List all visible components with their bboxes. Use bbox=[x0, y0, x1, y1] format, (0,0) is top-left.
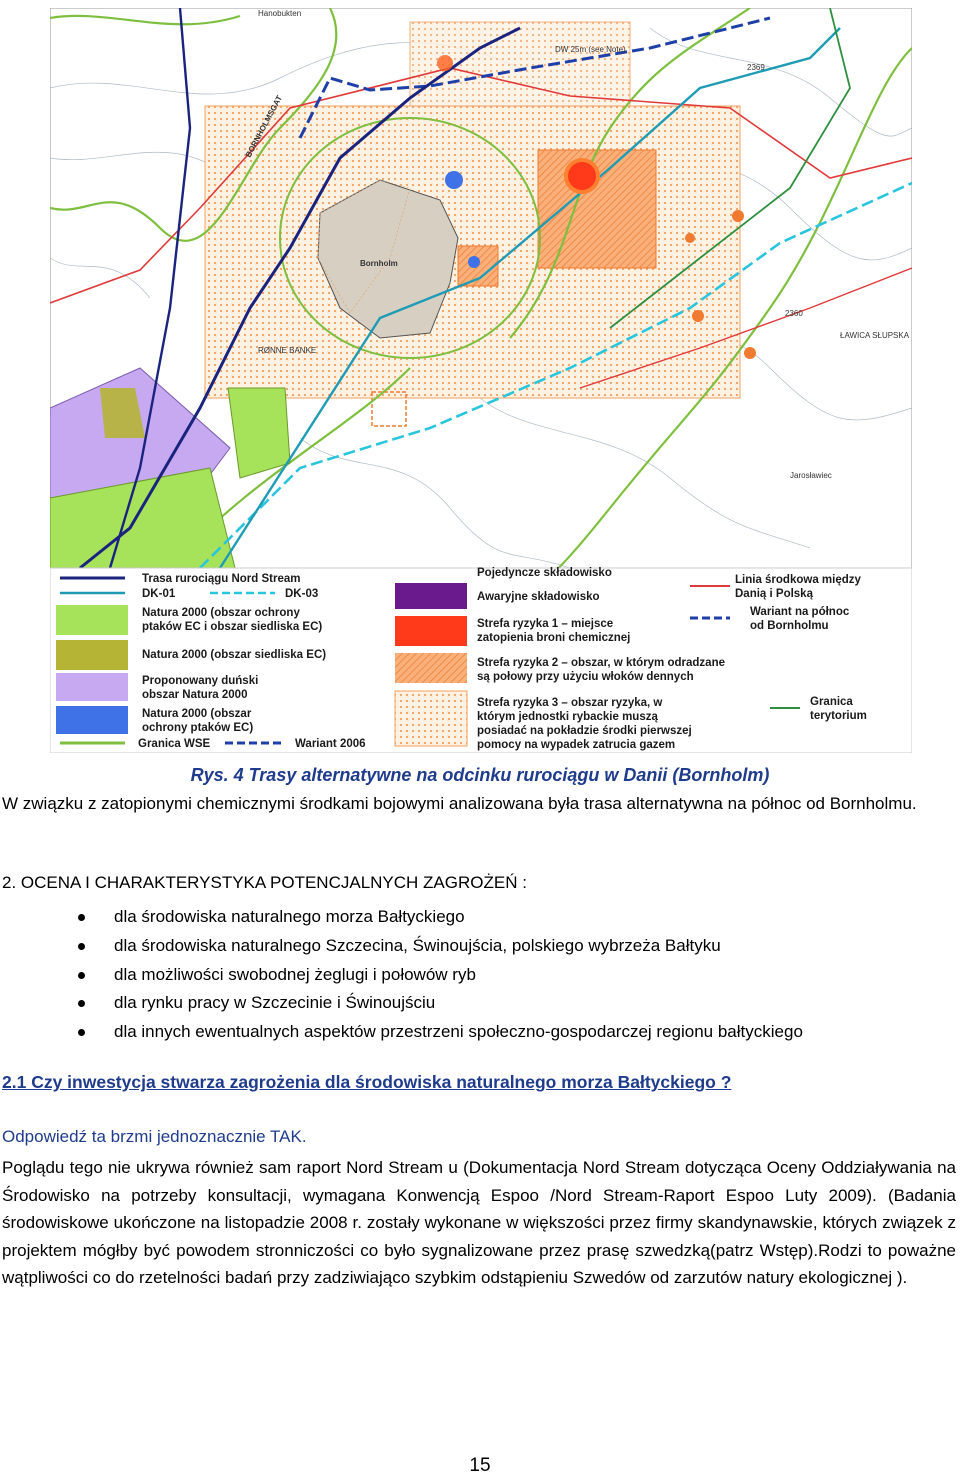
legend-wse-label: Granica WSE bbox=[138, 738, 211, 750]
page-number: 15 bbox=[469, 1455, 491, 1476]
list-item: dla środowiska naturalnego morza Bałtyckiego bbox=[78, 903, 803, 932]
section-number: 2. bbox=[2, 873, 17, 892]
single-dump-6 bbox=[744, 347, 756, 359]
emergency-dump bbox=[445, 171, 463, 189]
subsection-heading: 2.1 Czy inwestycja stwarza zagrożenia dla środowiska naturalnego morza Bałtyckiego ? bbox=[2, 1072, 732, 1092]
depth-label-2: 2360 bbox=[785, 309, 803, 318]
legend-wariant2006-label: Wariant 2006 bbox=[295, 738, 366, 750]
list-item: dla możliwości swobodnej żeglugi i połowów ryb bbox=[78, 961, 803, 990]
section-heading bbox=[2, 873, 527, 893]
single-dump-2 bbox=[468, 256, 480, 268]
legend-strefa3-l1: Strefa ryzyka 3 – obszar ryzyka, w bbox=[477, 697, 663, 709]
top-label: Hanobukten bbox=[258, 9, 302, 18]
legend-dk03-label: DK-03 bbox=[285, 588, 319, 600]
bullet-icon bbox=[78, 914, 85, 921]
risk-zone-1-dump bbox=[566, 160, 598, 192]
bullet-icon bbox=[78, 1000, 85, 1007]
dw-note-label: DW 25m (see Note) bbox=[555, 45, 626, 54]
single-dump-3 bbox=[692, 310, 704, 322]
legend-wariant-polnoc-l1: Wariant na północ bbox=[750, 606, 850, 618]
legend-natura-green-swatch bbox=[56, 605, 128, 635]
ronne-banke-label: RØNNE BANKE bbox=[258, 346, 317, 355]
single-dump-5 bbox=[685, 233, 695, 243]
legend-pojedyncze-label: Pojedyncze składowisko bbox=[477, 567, 612, 579]
map-figure bbox=[50, 8, 912, 753]
legend-lilac-swatch bbox=[56, 673, 128, 701]
body-paragraph: Poglądu tego nie ukrywa również sam raport Nord Stream u (Dokumentacja Nord Stream dotycząca Oceny Oddziaływania na Środowisko na potrzeby konsultacji, wymagana Konwencją Espoo /Nord Stream-Raport Espoo Luty 2009). (Badania środowiskowe ukończone na listopadzie 2008 r. zostały wykonane w większości przez firmy skandynawskie, których związek z projektem mógłby być powodem stronniczości co było sygnalizowane przez prasę szwedzką(patrz Wstęp).Rodzi to poważne wątpliwości co do rzetelności badań przy zadziwiająco szybkim odstąpieniu Szwedów od zarzutów natury ekologicznej ). bbox=[2, 1158, 956, 1287]
legend-strefa2-l1: Strefa ryzyka 2 – obszar, w którym odradzane bbox=[477, 657, 725, 669]
legend-risk3-swatch bbox=[395, 691, 467, 746]
legend-natura-siedliska-label: Natura 2000 (obszar siedliska EC) bbox=[142, 649, 327, 661]
bornholm-label: Bornholm bbox=[360, 259, 398, 268]
legend-territory-l1: Granica bbox=[810, 696, 853, 708]
legend-nord-stream-label: Trasa rurociągu Nord Stream bbox=[142, 573, 301, 585]
legend-strefa1-l1: Strefa ryzyka 1 – miejsce bbox=[477, 618, 614, 630]
legend-natura-olive-swatch bbox=[56, 640, 128, 670]
single-dump-4 bbox=[732, 210, 744, 222]
legend-proponowany-l2: obszar Natura 2000 bbox=[142, 689, 248, 701]
depth-label-1: 2369 bbox=[747, 63, 765, 72]
threat-list bbox=[78, 903, 803, 1047]
bullet-icon bbox=[78, 943, 85, 950]
map-svg bbox=[50, 8, 912, 753]
legend-dk01-label: DK-01 bbox=[142, 588, 176, 600]
single-dump-1 bbox=[437, 55, 453, 71]
legend-bird-swatch bbox=[56, 706, 128, 734]
legend-proponowany-l1: Proponowany duński bbox=[142, 675, 259, 687]
legend-median-l1: Linia środkowa między bbox=[735, 574, 861, 586]
lawica-label: ŁAWICA SŁUPSKA bbox=[840, 331, 910, 340]
list-item: dla rynku pracy w Szczecinie i Świnoujściu bbox=[78, 989, 803, 1018]
legend-median-l2: Danią i Polską bbox=[735, 588, 813, 600]
figure-caption: Rys. 4 Trasy alternatywne na odcinku rurociągu w Danii (Bornholm) bbox=[190, 765, 770, 785]
bornholmsgat-label: BORNHOLMSGAT bbox=[243, 94, 285, 159]
intro-paragraph: W związku z zatopionymi chemicznymi środkami bojowymi analizowana była trasa alternatywna na północ od Bornholmu. bbox=[2, 794, 917, 813]
legend-single-dump-swatch bbox=[395, 583, 467, 609]
legend-natura-ptakow-l1: Natura 2000 (obszar bbox=[142, 708, 252, 720]
bullet-icon bbox=[78, 1029, 85, 1036]
section-colon: : bbox=[522, 873, 527, 892]
legend-strefa1-l2: zatopienia broni chemicznej bbox=[477, 632, 631, 644]
section-title: OCENA I CHARAKTERYSTYKA POTENCJALNYCH ZAGROŻEŃ bbox=[20, 873, 518, 892]
jaroslawiec-label: Jarosławiec bbox=[790, 471, 832, 480]
legend-awaryjne-label: Awaryjne składowisko bbox=[477, 591, 600, 603]
legend-natura-ptakow-siedliska-l1: Natura 2000 (obszar ochrony bbox=[142, 607, 300, 619]
legend-risk1-swatch bbox=[395, 616, 467, 646]
legend-strefa3-l3: posiadać na pokładzie środki pierwszej bbox=[477, 725, 692, 737]
list-item: dla innych ewentualnych aspektów przestrzeni społeczno-gospodarczej regionu bałtyckiego bbox=[78, 1018, 803, 1047]
legend-natura-ptakow-l2: ochrony ptaków EC) bbox=[142, 722, 254, 734]
legend-wariant-polnoc-l2: od Bornholmu bbox=[750, 620, 829, 632]
legend-risk2-swatch bbox=[395, 653, 467, 683]
list-item: dla środowiska naturalnego Szczecina, Świnoujścia, polskiego wybrzeża Bałtyku bbox=[78, 932, 803, 961]
legend-strefa3-l2: którym jednostki rybackie muszą bbox=[477, 711, 658, 723]
legend-natura-ptakow-siedliska-l2: ptaków EC i obszar siedliska EC) bbox=[142, 621, 323, 633]
legend-territory-l2: terytorium bbox=[810, 710, 867, 722]
legend-strefa3-l4: pomocy na wypadek zatrucia gazem bbox=[477, 739, 676, 751]
legend-strefa2-l2: są połowy przy użyciu włoków dennych bbox=[477, 671, 694, 683]
answer-text: Odpowiedź ta brzmi jednoznacznie TAK. bbox=[2, 1127, 307, 1146]
bullet-icon bbox=[78, 972, 85, 979]
